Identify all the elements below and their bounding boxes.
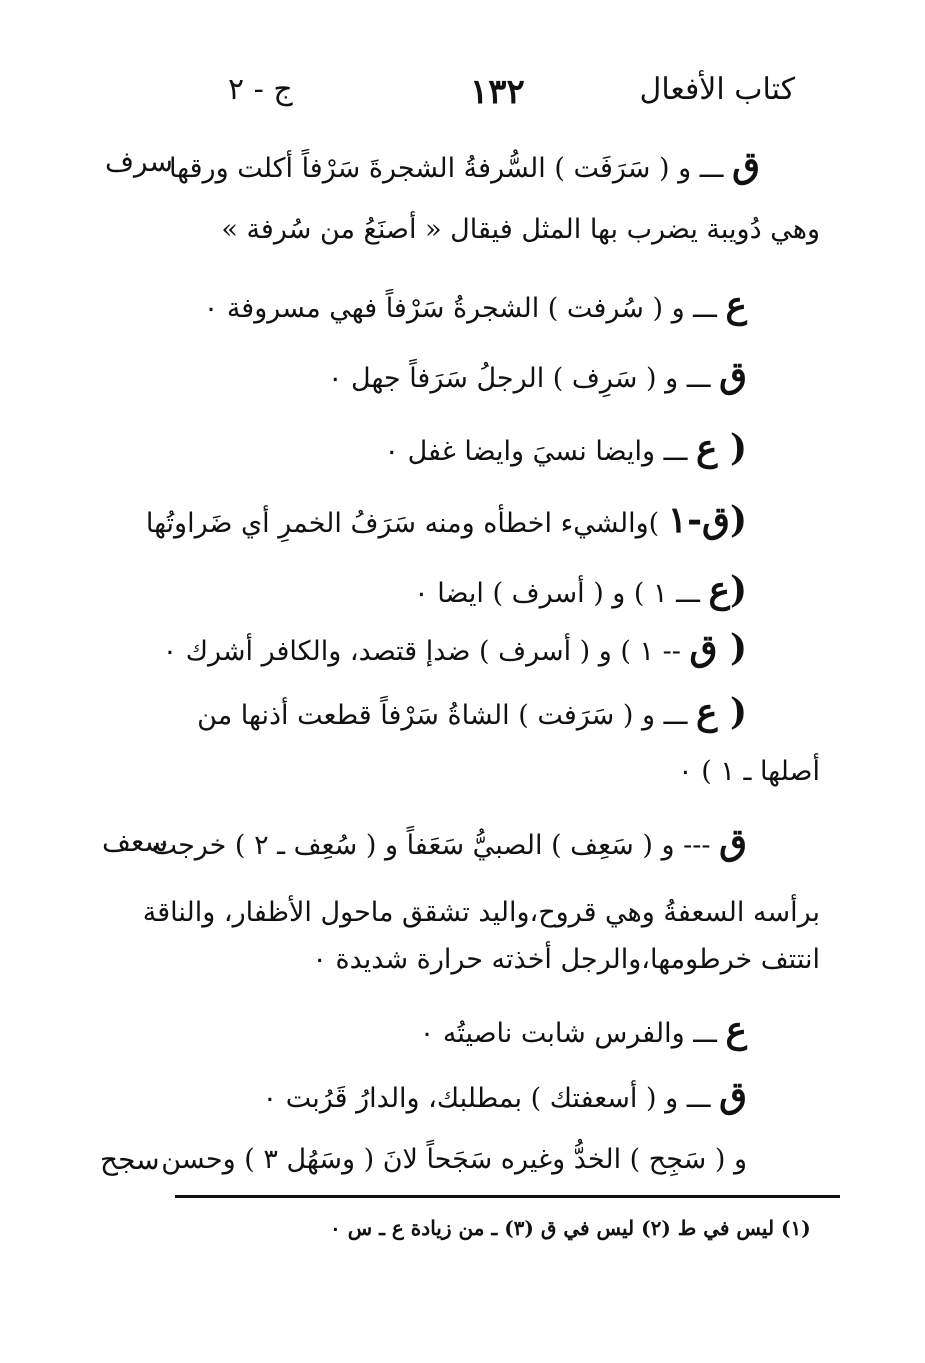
source-tag: ع	[725, 284, 747, 326]
source-tag: ق	[719, 1074, 747, 1116]
source-tag: ( ع	[695, 691, 747, 733]
source-tag: (ق-١	[667, 499, 747, 541]
line-text: ـــ و ( سُرفت ) الشجرةُ سَرْفاً فهي مسروفة ٠	[203, 293, 717, 324]
root-word-sajah: سجح	[100, 1143, 160, 1176]
line-text: انتتف خرطومها،والرجل أخذته حرارة شديدة ٠	[312, 944, 820, 975]
text-line	[161, 1140, 747, 1180]
text-line	[146, 500, 747, 544]
line-text: برأسه السعفةُ وهي قروح،واليد تشقق ماحول الأظفار، والناقة	[142, 897, 820, 928]
line-text: ـــ ١ ) و ( أسرف ) ايضا ٠	[414, 578, 700, 609]
line-text: ـــ و ( سَرَفت ) الشاةُ سَرْفاً قطعت أذنها من	[197, 700, 688, 731]
line-text: ـــ وايضا نسيَ وايضا غفل ٠	[384, 436, 688, 467]
line-text: و ( سَجِح ) الخدُّ وغيره سَجَحاً لانَ ( وسَهُل ٣ ) وحسن	[161, 1144, 747, 1175]
text-line	[163, 628, 747, 672]
line-text: )والشيء اخطأه ومنه سَرَفُ الخمرِ أي ضَراوتُها	[145, 508, 660, 539]
page-number: ١٣٢	[470, 72, 525, 112]
text-line	[414, 570, 747, 614]
line-text: --- و ( سَعِف ) الصبيُّ سَعَفاً و ( سُعِف ـ ٢ ) خرجت	[151, 830, 711, 861]
text-line	[143, 893, 820, 933]
root-word-saraf: سرف	[105, 145, 173, 178]
text-line	[169, 145, 760, 189]
volume-label: ج - ٢	[228, 72, 293, 107]
source-tag: ع	[725, 1009, 747, 1051]
text-line	[328, 355, 747, 399]
line-text: -- ١ ) و ( أسرف ) ضدإ قتصد، والكافر أشرك ٠	[162, 636, 681, 667]
footnote-divider	[175, 1195, 840, 1198]
text-line	[420, 1010, 747, 1054]
text-line	[204, 285, 747, 329]
line-text: ـــ والفرس شابت ناصيتُه ٠	[419, 1018, 717, 1049]
source-tag: ق	[719, 354, 747, 396]
text-line	[197, 692, 747, 736]
text-line	[152, 822, 747, 866]
line-text: وهي دُويبة يضرب بها المثل فيقال « أصنَعُ من سُرفة »	[221, 214, 820, 245]
source-tag: ق	[732, 144, 760, 186]
text-line	[263, 1075, 747, 1119]
running-title: كتاب الأفعال	[639, 72, 795, 107]
source-tag: (ع	[708, 569, 747, 611]
source-tag: ( ق	[689, 627, 747, 669]
line-text: ـــ و ( أسعفتك ) بمطلبك، والدارُ قَرُبت ٠	[262, 1083, 711, 1114]
text-line	[312, 940, 820, 980]
text-line	[384, 428, 747, 472]
source-tag: ( ع	[695, 427, 747, 469]
text-line	[678, 752, 820, 792]
footnote: (١) ليس في ط (٢) ليس في ق (٣) ـ من زيادة ع ـ س ٠	[330, 1216, 811, 1240]
line-text: أصلها ـ ١ ) ٠	[678, 756, 820, 787]
line-text: ـــ و ( سَرَفَت ) السُّرفةُ الشجرةَ سَرْفاً أكلت ورقها	[168, 153, 724, 184]
root-word-saaf: سعف	[102, 825, 168, 858]
text-line	[221, 210, 820, 250]
line-text: ـــ و ( سَرِف ) الرجلُ سَرَفاً جهل ٠	[327, 363, 711, 394]
source-tag: ق	[719, 821, 747, 863]
